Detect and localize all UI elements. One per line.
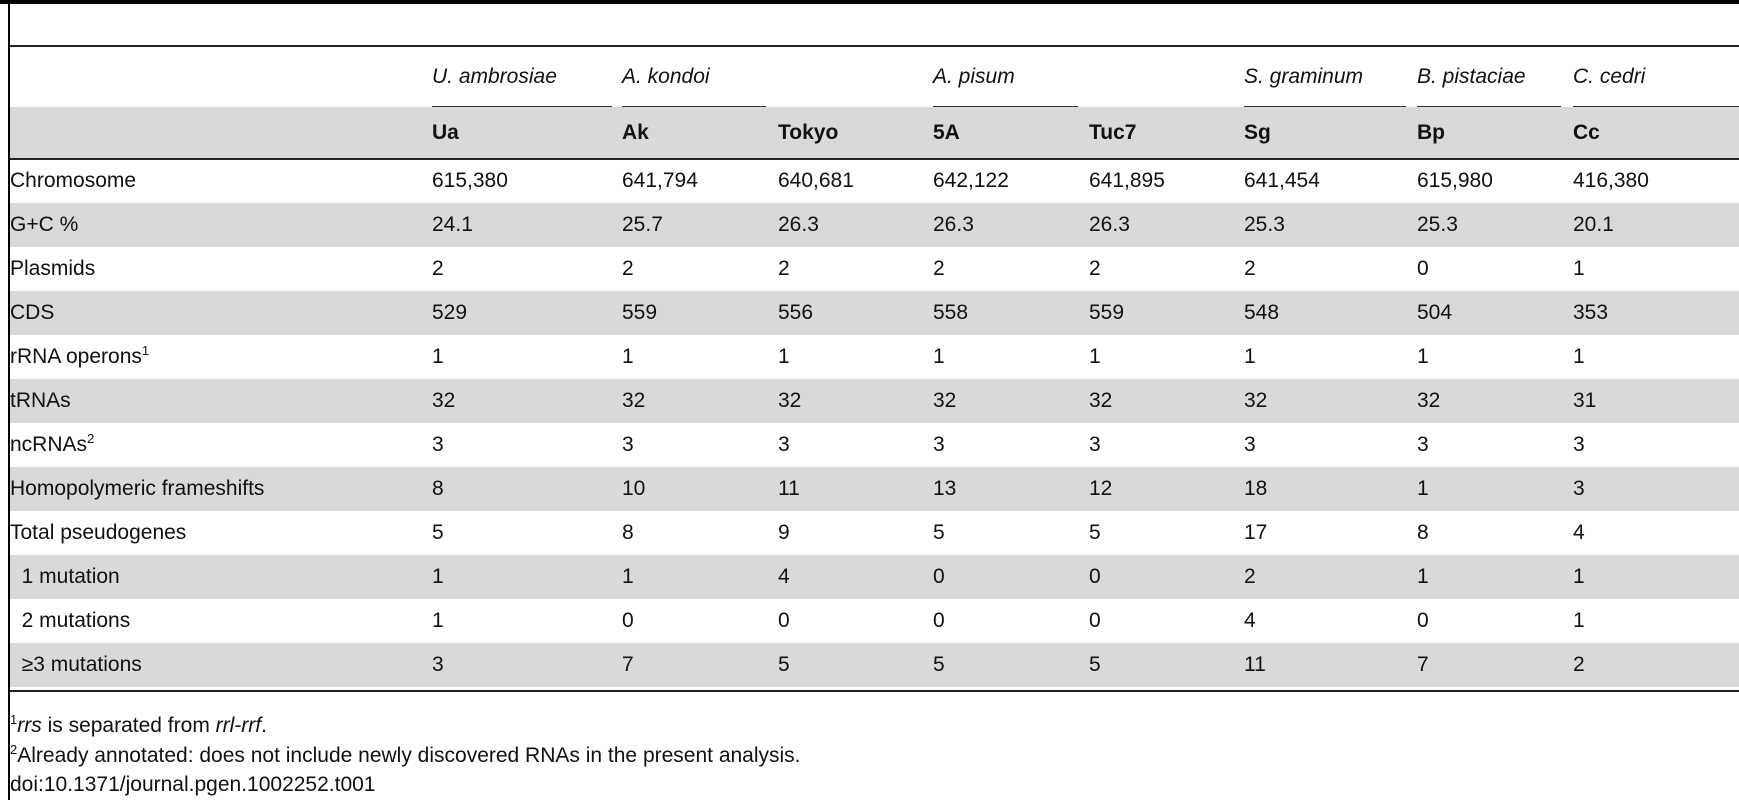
- table-cell: 0: [1089, 609, 1101, 632]
- table-row: [10, 423, 1739, 467]
- row-label: [10, 555, 120, 599]
- row-label: [10, 423, 94, 467]
- table-cell: 11: [778, 477, 800, 500]
- table-row: [10, 643, 1739, 687]
- table-row: [10, 467, 1739, 511]
- footnote-1: [10, 712, 267, 740]
- row-label: [10, 599, 130, 643]
- table-cell: 25.3: [1244, 213, 1285, 236]
- table-cell: 1: [933, 345, 945, 368]
- table-cell: 32: [778, 389, 802, 412]
- table-cell: 24.1: [432, 213, 473, 236]
- table-cell: 26.3: [778, 213, 819, 236]
- table-cell: 3: [1573, 477, 1585, 500]
- table-cell: 615,980: [1417, 169, 1493, 192]
- table-cell: 1: [1089, 345, 1101, 368]
- strain-header-cell: 5A: [933, 121, 960, 144]
- footnote-1-gene-a: rrs: [17, 714, 42, 737]
- species-header: C. cedri: [1573, 65, 1646, 88]
- footnote-2-text: Already annotated: does not include newly discovered RNAs in the present analysis.: [17, 744, 801, 767]
- table-cell: 2: [933, 257, 945, 280]
- table-cell: 641,895: [1089, 169, 1165, 192]
- row-label-text: Plasmids: [10, 257, 96, 280]
- table-row: [10, 247, 1739, 291]
- row-label-text: 1 mutation: [10, 565, 120, 588]
- table-cell: 1: [1417, 477, 1429, 500]
- table-cell: 26.3: [933, 213, 974, 236]
- species-header: S. graminum: [1244, 65, 1364, 88]
- species-header: A. pisum: [933, 65, 1015, 88]
- top-border: [0, 0, 1739, 4]
- table-cell: 3: [1244, 433, 1256, 456]
- table-cell: 32: [1089, 389, 1113, 412]
- table-cell: 0: [1089, 565, 1101, 588]
- table-cell: 8: [622, 521, 634, 544]
- table-cell: 353: [1573, 301, 1609, 324]
- row-label-text: rRNA operons: [10, 345, 142, 368]
- row-label: [10, 203, 78, 247]
- table-cell: 26.3: [1089, 213, 1130, 236]
- strain-header-cell: Ak: [622, 121, 649, 144]
- table-cell: 0: [933, 565, 945, 588]
- table-cell: 11: [1244, 653, 1266, 676]
- strain-header-cell: Ua: [432, 121, 459, 144]
- table-cell: 2: [778, 257, 790, 280]
- table-cell: 17: [1244, 521, 1268, 544]
- row-label: [10, 643, 142, 687]
- table-cell: 25.3: [1417, 213, 1458, 236]
- table-cell: 3: [432, 433, 444, 456]
- table-cell: 7: [1417, 653, 1429, 676]
- table-cell: 1: [432, 345, 444, 368]
- table-cell: 1: [778, 345, 790, 368]
- table-cell: 5: [933, 653, 945, 676]
- row-label: [10, 379, 71, 423]
- table-cell: 2: [1089, 257, 1101, 280]
- table-cell: 1: [1417, 565, 1429, 588]
- table-cell: 1: [1417, 345, 1429, 368]
- table-cell: 5: [778, 653, 790, 676]
- row-label-footnote-mark: 2: [87, 431, 95, 446]
- strain-header-cell: Cc: [1573, 121, 1600, 144]
- table-cell: 2: [1573, 653, 1585, 676]
- table-cell: 2: [1244, 257, 1256, 280]
- table-cell: 4: [1573, 521, 1585, 544]
- table-cell: 32: [622, 389, 646, 412]
- row-label: [10, 511, 186, 555]
- doi-text: doi:10.1371/journal.pgen.1002252.t001: [10, 773, 376, 796]
- row-label-text: Total pseudogenes: [10, 521, 187, 544]
- table-cell: 641,794: [622, 169, 698, 192]
- row-label: [10, 247, 95, 291]
- table-cell: 0: [622, 609, 634, 632]
- row-label-footnote-mark: 1: [141, 343, 150, 358]
- row-label: [10, 291, 54, 335]
- table-cell: 642,122: [933, 169, 1009, 192]
- table-cell: 18: [1244, 477, 1268, 500]
- table-cell: 10: [622, 477, 646, 500]
- footnote-1-mark: 1: [10, 712, 18, 727]
- table-cell: 1: [432, 609, 444, 632]
- table-cell: 32: [1417, 389, 1441, 412]
- table-cell: 5: [1089, 521, 1101, 544]
- table-cell: 3: [1417, 433, 1429, 456]
- table-top-rule: [10, 45, 1739, 47]
- table-cell: 529: [432, 301, 468, 324]
- table-row: [10, 511, 1739, 555]
- species-header: U. ambrosiae: [432, 65, 557, 88]
- table-cell: 25.7: [622, 213, 663, 236]
- table-row: [10, 599, 1739, 643]
- table-cell: 4: [1244, 609, 1256, 632]
- table-cell: 640,681: [778, 169, 854, 192]
- table-cell: 3: [933, 433, 945, 456]
- row-label-text: 2 mutations: [10, 609, 131, 632]
- strain-header-cell: Tuc7: [1089, 121, 1137, 144]
- table-cell: 558: [933, 301, 969, 324]
- strain-header-cell: Tokyo: [778, 121, 839, 144]
- table-cell: 3: [432, 653, 444, 676]
- table-cell: 1: [1573, 565, 1585, 588]
- table-cell: 2: [432, 257, 444, 280]
- row-label: [10, 467, 264, 511]
- table-cell: 1: [622, 345, 634, 368]
- footnote-2: [10, 742, 801, 770]
- footnote-1-gene-b: rrl-rrf: [215, 714, 262, 737]
- table-cell: 615,380: [432, 169, 508, 192]
- table-row: [10, 555, 1739, 599]
- strain-header-cell: Bp: [1417, 121, 1445, 144]
- table-cell: 1: [1573, 609, 1585, 632]
- table-cell: 3: [1573, 433, 1585, 456]
- table-cell: 416,380: [1573, 169, 1649, 192]
- table-cell: 1: [432, 565, 444, 588]
- table-cell: 504: [1417, 301, 1453, 324]
- table-row: [10, 159, 1739, 203]
- table-row: [10, 335, 1739, 379]
- table-cell: 7: [622, 653, 634, 676]
- footnote-1-end: .: [261, 714, 267, 737]
- row-label-text: CDS: [10, 301, 55, 324]
- table-cell: 31: [1573, 389, 1597, 412]
- table-cell: 641,454: [1244, 169, 1320, 192]
- table-cell: 2: [622, 257, 634, 280]
- table-cell: 20.1: [1573, 213, 1614, 236]
- table-cell: 556: [778, 301, 814, 324]
- table-cell: 548: [1244, 301, 1280, 324]
- footnote-2-mark: 2: [10, 742, 18, 757]
- table-cell: 5: [432, 521, 444, 544]
- table-cell: 5: [933, 521, 945, 544]
- table-cell: 5: [1089, 653, 1101, 676]
- strain-header-row: [10, 107, 1739, 159]
- table-cell: 8: [432, 477, 444, 500]
- species-header: B. pistaciae: [1417, 65, 1526, 88]
- footnote-1-text: is separated from: [41, 714, 216, 737]
- table-cell: 32: [432, 389, 456, 412]
- row-label-text: G+C %: [10, 213, 79, 236]
- table-row: [10, 379, 1739, 423]
- table-cell: 4: [778, 565, 790, 588]
- table-cell: 0: [1417, 257, 1429, 280]
- row-label-text: Chromosome: [10, 169, 137, 192]
- table-row: [10, 203, 1739, 247]
- row-label-text: ncRNAs: [10, 433, 88, 456]
- row-label-text: Homopolymeric frameshifts: [10, 477, 265, 500]
- table-cell: 559: [1089, 301, 1125, 324]
- table-cell: 13: [933, 477, 957, 500]
- table-cell: 1: [1573, 345, 1585, 368]
- table-cell: 8: [1417, 521, 1429, 544]
- table-cell: 0: [933, 609, 945, 632]
- table-cell: 2: [1244, 565, 1256, 588]
- table-cell: 0: [1417, 609, 1429, 632]
- strain-header-cell: Sg: [1244, 121, 1271, 144]
- table-cell: 32: [933, 389, 957, 412]
- table-row: [10, 291, 1739, 335]
- table-cell: 3: [778, 433, 790, 456]
- table-cell: 9: [778, 521, 790, 544]
- row-label-text: tRNAs: [10, 389, 71, 412]
- table-cell: 3: [622, 433, 634, 456]
- row-label: [10, 335, 149, 379]
- table-cell: 3: [1089, 433, 1101, 456]
- table-cell: 559: [622, 301, 658, 324]
- table-cell: 12: [1089, 477, 1113, 500]
- table-bottom-rule: [10, 690, 1739, 692]
- row-label-text: ≥3 mutations: [10, 653, 142, 676]
- table-cell: 1: [1573, 257, 1585, 280]
- table-cell: 1: [1244, 345, 1256, 368]
- species-header: A. kondoi: [622, 65, 710, 88]
- row-label: [10, 159, 136, 203]
- table-cell: 1: [622, 565, 634, 588]
- table-cell: 32: [1244, 389, 1268, 412]
- table-cell: 0: [778, 609, 790, 632]
